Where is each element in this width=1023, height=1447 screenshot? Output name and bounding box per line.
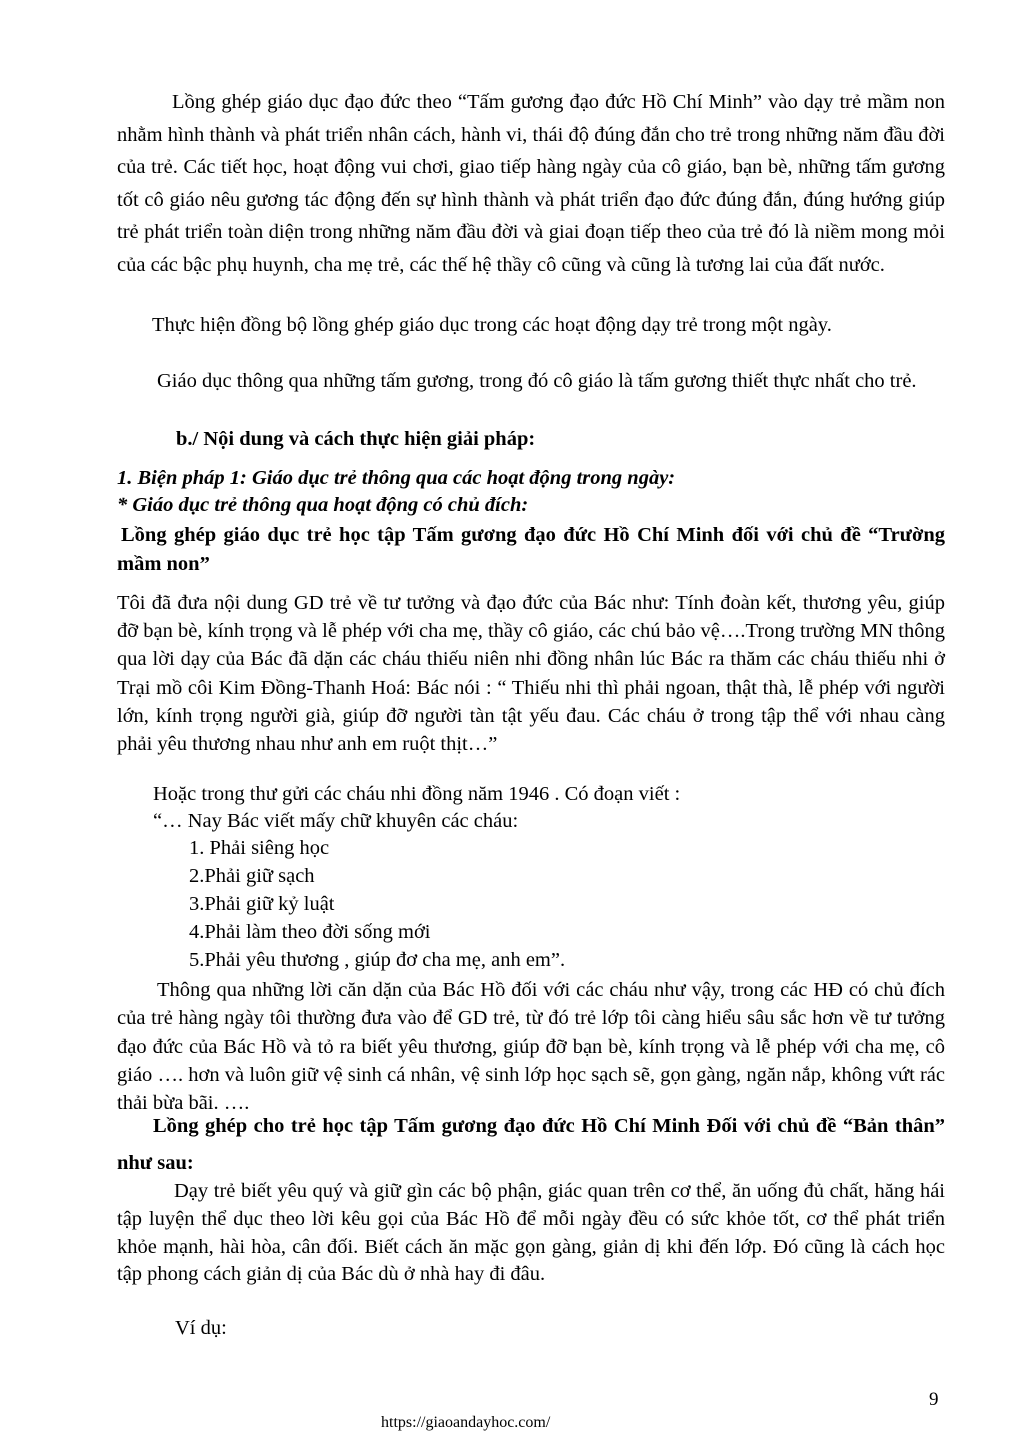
list-item: 4.Phải làm theo đời sống mới xyxy=(189,921,431,943)
measure-1-heading: 1. Biện pháp 1: Giáo dục trẻ thông qua các hoạt động trong ngày: xyxy=(117,467,676,489)
purpose-activity-heading: * Giáo dục trẻ thông qua hoạt động có chủ đích: xyxy=(117,494,529,516)
section-b-heading: b./ Nội dung và cách thực hiện giải pháp: xyxy=(176,428,536,450)
self-topic-heading: Lồng ghép cho trẻ học tập Tấm gương đạo đức Hồ Chí Minh Đối với chủ đề “Bản thân” như sau: xyxy=(117,1115,945,1174)
teacher-example-paragraph: Giáo dục thông qua những tấm gương, trong đó cô giáo là tấm gương thiết thực nhất cho trẻ. xyxy=(157,370,917,392)
page-number: 9 xyxy=(929,1389,939,1410)
letter-quote-line: “… Nay Bác viết mấy chữ khuyên các cháu: xyxy=(153,810,519,832)
footer-url[interactable]: https://giaoandayhoc.com/ xyxy=(381,1414,551,1431)
school-topic-heading: Lồng ghép giáo dục trẻ học tập Tấm gương đạo đức Hồ Chí Minh đối với chủ đề “Trường mầm non” xyxy=(117,524,945,575)
example-label: Ví dụ: xyxy=(175,1317,227,1339)
intro-paragraph: Lồng ghép giáo dục đạo đức theo “Tấm gương đạo đức Hồ Chí Minh” vào dạy trẻ mầm non nhằm hình thành và phát triển nhân cách, hành vi, thái độ đúng đắn cho trẻ trong những năm đầu đời của trẻ. Các tiết học, hoạt động vui chơi, giao tiếp hàng ngày của cô giáo, bạn bè, những tấm gương tốt cô giáo nêu gương tác động đến sự hình thành và phát triển đạo đức đúng đắn, đúng hướng giúp trẻ phát triển toàn diện trong những năm đầu đời và giai đoạn tiếp theo của trẻ đó là niềm mong mỏi của các bậc phụ huynh, cha mẹ trẻ, các thế hệ thầy cô cũng và cũng là tương lai của đất nước. xyxy=(117,91,945,276)
list-item: 5.Phải yêu thương , giúp đơ cha mẹ, anh em”. xyxy=(189,949,566,971)
list-item: 2.Phải giữ sạch xyxy=(189,865,315,887)
list-item: 3.Phải giữ kỷ luật xyxy=(189,893,335,915)
letter-intro-line: Hoặc trong thư gửi các cháu nhi đồng năm 1946 . Có đoạn viết : xyxy=(153,783,681,805)
list-item: 1. Phải siêng học xyxy=(189,837,330,859)
sync-paragraph: Thực hiện đồng bộ lồng ghép giáo dục trong các hoạt động dạy trẻ trong một ngày. xyxy=(152,314,832,336)
self-content-paragraph: Dạy trẻ biết yêu quý và giữ gìn các bộ phận, giác quan trên cơ thể, ăn uống đủ chất, hăng hái tập luyện thể dục theo lời kêu gọi của Bác Hồ để mỗi ngày đều có sức khỏe tốt, cơ thể phát triển khỏe mạnh, hài hòa, cân đối. Biết cách ăn mặc gọn gàng, giản dị khi đến lớp. Đó cũng là cách học tập phong cách giản dị của Bác dù ở nhà hay đi đâu. xyxy=(117,1180,945,1286)
school-content-paragraph: Tôi đã đưa nội dung GD trẻ về tư tưởng và đạo đức của Bác như: Tính đoàn kết, thương yêu, giúp đỡ bạn bè, kính trọng và lễ phép với cha mẹ, thầy cô giáo, các chú bảo vệ….Trong trường MN thông qua lời dạy của Bác đã dặn các cháu thiếu niên nhi đồng nhân lúc Bác ra thăm các cháu thiếu nhi ở Trại mồ côi Kim Đồng-Thanh Hoá: Bác nói : “ Thiếu nhi thì phải ngoan, thật thà, lễ phép với người lớn, kính trọng người già, giúp đỡ người tàn tật yếu đau. Các cháu ở trong tập thể với nhau càng phải yêu thương nhau như anh em ruột thịt…” xyxy=(117,592,945,756)
conclusion-paragraph: Thông qua những lời căn dặn của Bác Hồ đối với các cháu như vậy, trong các HĐ có chủ đích của trẻ hàng ngày tôi thường đưa vào để GD trẻ, từ đó trẻ lớp tôi càng hiểu sâu sắc hơn về tư tưởng đạo đức của Bác Hồ và tỏ ra biết yêu thương, giúp đỡ bạn bè, kính trọng và lễ phép với cha mẹ, cô giáo …. hơn và luôn giữ vệ sinh cá nhân, vệ sinh lớp học sạch sẽ, gọn gàng, ngăn nắp, không vứt rác thải bừa bãi. …. xyxy=(117,979,945,1115)
